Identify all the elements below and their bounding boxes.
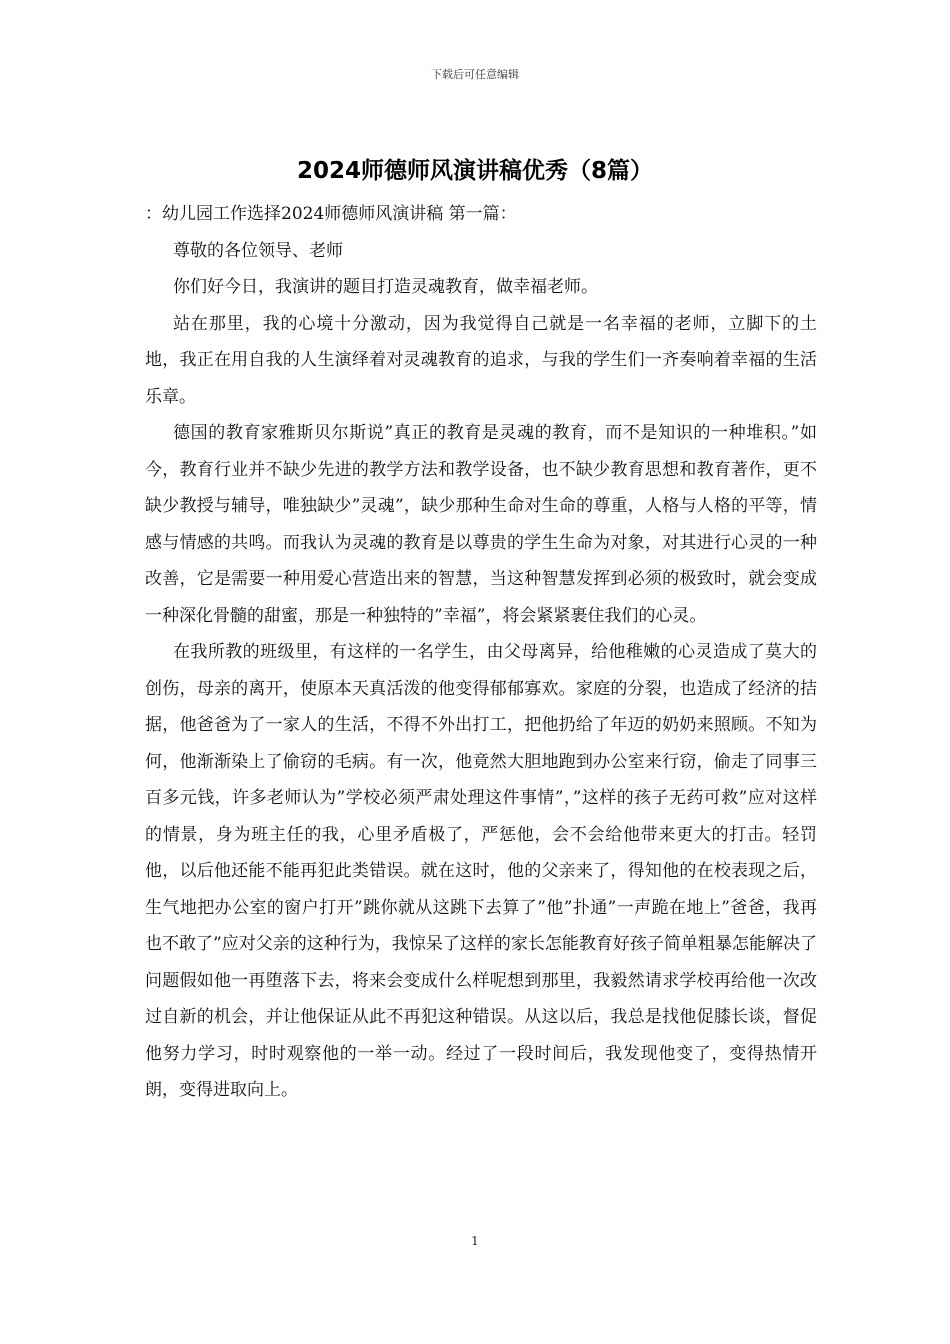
body-paragraph: 在我所教的班级里，有这样的一名学生，由父母离异，给他稚嫩的心灵造成了莫大的创伤，母亲的离开，使原本天真活泼的他变得郁郁寡欢。家庭的分裂，也造成了经济的拮据，他爸爸为了一家人的生活，不得不外出打工，把他扔给了年迈的奶奶来照顾。不知为何，他渐渐染上了偷窃的毛病。有一次，他竟然大胆地跑到办公室来行窃，偷走了同事三百多元钱，许多老师认为”学校必须严肃处理这件事情”，”这样的孩子无药可救”应对这样的情景，身为班主任的我，心里矛盾极了，严惩他，会不会给他带来更大的打击。轻罚他，以后他还能不能再犯此类错误。就在这时，他的父亲来了，得知他的在校表现之后，生气地把办公室的窗户打开”跳你就从这跳下去算了”他”扑通”一声跪在地上”爸爸，我再也不敢了”应对父亲的这种行为，我惊呆了这样的家长怎能教育好孩子简单粗暴怎能解决了问题假如他一再堕落下去，将来会变成什么样呢想到那里，我毅然请求学校再给他一次改过自新的机会，并让他保证从此不再犯这种错误。从这以后，我总是找他促膝长谈，督促他努力学习，时时观察他的一举一动。经过了一段时间后，我发现他变了，变得热情开朗，变得进取向上。: [145, 642, 817, 1100]
salutation: 尊敬的各位领导、老师: [173, 240, 343, 261]
page-number: 1: [471, 1234, 479, 1248]
body-paragraph: 德国的教育家雅斯贝尔斯说”真正的教育是灵魂的教育，而不是知识的一种堆积。”如今，教育行业并不缺少先进的教学方法和教学设备，也不缺少教育思想和教育著作，更不缺少教授与辅导，唯独缺少”灵魂”，缺少那种生命对生命的尊重，人格与人格的平等，情感与情感的共鸣。而我认为灵魂的教育是以尊贵的学生生命为对象，对其进行心灵的一种改善，它是需要一种用爱心营造出来的智慧，当这种智慧发挥到必须的极致时，就会变成一种深化骨髓的甜蜜，那是一种独特的”幸福”，将会紧紧裹住我们的心灵。: [145, 423, 817, 626]
document-title: 2024师德师风演讲稿优秀（8篇）: [296, 158, 654, 184]
intro-line: ：幼儿园工作选择2024师德师风演讲稿 第一篇：: [145, 204, 517, 224]
greeting-paragraph: 你们好今日，我演讲的题目打造灵魂教育，做幸福老师。: [173, 277, 598, 297]
body-paragraph: 站在那里，我的心境十分激动，因为我觉得自己就是一名幸福的老师，立脚下的土地，我正在用自我的人生演绎着对灵魂教育的追求，与我的学生们一齐奏响着幸福的生活乐章。: [145, 313, 817, 407]
document-body: [145, 196, 817, 1109]
header-note: 下载后可任意编辑: [431, 68, 519, 81]
